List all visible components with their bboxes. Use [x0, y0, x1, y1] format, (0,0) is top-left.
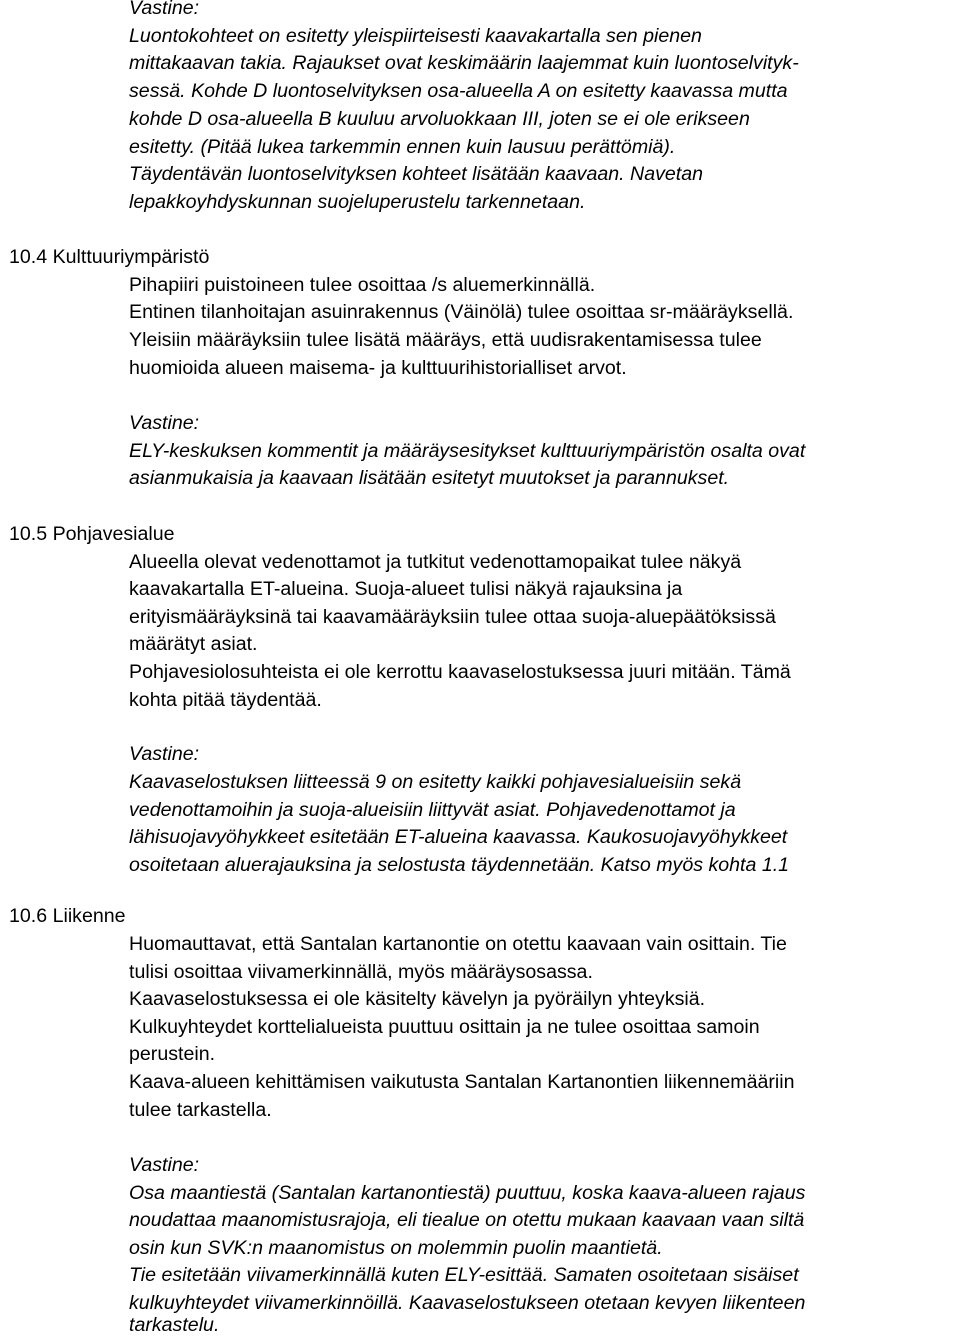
- comment-line: perustein.: [129, 1043, 216, 1065]
- comment-line: Kaavaselostuksessa ei ole käsitelty kävelyn ja pyöräilyn yhteyksiä.: [129, 988, 706, 1010]
- comment-line: Yleisiin määräyksiin tulee lisätä määräys, että uudisrakentamisessa tulee: [129, 329, 762, 351]
- comment-line: tulee tarkastella.: [129, 1099, 272, 1121]
- vastine-text-line: Osa maantiestä (Santalan kartanontiestä) puuttuu, koska kaava-alueen rajaus: [129, 1182, 806, 1204]
- vastine-text-line: ELY-keskuksen kommentit ja määräysesitykset kulttuuriympäristön osalta ovat: [129, 440, 806, 462]
- vastine-text-line: Täydentävän luontoselvityksen kohteet lisätään kaavaan. Navetan: [129, 163, 704, 185]
- vastine-text-line: vedenottamoihin ja suoja-alueisiin liittyvät asiat. Pohjavedenottamot ja: [129, 799, 736, 821]
- vastine-label: Vastine:: [129, 1154, 200, 1176]
- comment-line: määrätyt asiat.: [129, 633, 258, 655]
- comment-line: kohta pitää täydentää.: [129, 689, 322, 711]
- vastine-text-line: kulkuyhteydet viivamerkinnöillä. Kaavaselostukseen otetaan kevyen liikenteen: [129, 1292, 806, 1314]
- vastine-text-line: lähisuojavyöhykkeet esitetään ET-alueina kaavassa. Kaukosuojavyöhykkeet: [129, 826, 788, 848]
- vastine-text-line: Tie esitetään viivamerkinnällä kuten ELY-esittää. Samaten osoitetaan sisäiset: [129, 1264, 799, 1286]
- comment-line: Kulkuyhteydet korttelialueista puuttuu osittain ja ne tulee osoittaa samoin: [129, 1016, 760, 1038]
- comment-line: Huomauttavat, että Santalan kartanontie on otettu kaavaan vain osittain. Tie: [129, 933, 787, 955]
- vastine-text-line: esitetty. (Pitää lukea tarkemmin ennen kuin lausuu perättömiä).: [129, 136, 676, 158]
- vastine-text-line: noudattaa maanomistusrajoja, eli tiealue on otettu mukaan kaavaan vaan siltä: [129, 1209, 805, 1231]
- vastine-text-line: mittakaavan takia. Rajaukset ovat keskimäärin laajemmat kuin luontoselvityk-: [129, 52, 799, 74]
- section-heading: 10.6 Liikenne: [9, 905, 126, 927]
- comment-line: tulisi osoittaa viivamerkinnällä, myös määräysosassa.: [129, 961, 593, 983]
- vastine-text-line: kohde D osa-alueella B kuuluu arvoluokkaan III, joten se ei ole erikseen: [129, 108, 750, 130]
- vastine-text-line: osoitetaan aluerajauksina ja selostusta täydennetään. Katso myös kohta 1.1: [129, 854, 790, 876]
- vastine-label: Vastine:: [129, 743, 200, 765]
- vastine-text-line: lepakkoyhdyskunnan suojeluperustelu tarkennetaan.: [129, 191, 586, 213]
- comment-line: erityismääräyksinä tai kaavamääräyksiin tulee ottaa suoja-aluepäätöksissä: [129, 606, 776, 628]
- vastine-text-line: tarkastelu.: [129, 1314, 220, 1336]
- vastine-label: Vastine:: [129, 0, 200, 19]
- vastine-text-line: Kaavaselostuksen liitteessä 9 on esitetty kaikki pohjavesialueisiin sekä: [129, 771, 742, 793]
- vastine-text-line: asianmukaisia ja kaavaan lisätään esitetyt muutokset ja parannukset.: [129, 467, 730, 489]
- comment-line: huomioida alueen maisema- ja kulttuurihistorialliset arvot.: [129, 357, 627, 379]
- vastine-text-line: osin kun SVK:n maanomistus on molemmin puolin maantietä.: [129, 1237, 663, 1259]
- comment-line: Pihapiiri puistoineen tulee osoittaa /s aluemerkinnällä.: [129, 274, 596, 296]
- comment-line: kaavakartalla ET-alueina. Suoja-alueet tulisi näkyä rajauksina ja: [129, 578, 683, 600]
- comment-line: Kaava-alueen kehittämisen vaikutusta Santalan Kartanontien liikennemääriin: [129, 1071, 795, 1093]
- vastine-label: Vastine:: [129, 412, 200, 434]
- comment-line: Alueella olevat vedenottamot ja tutkitut vedenottamopaikat tulee näkyä: [129, 551, 742, 573]
- comment-line: Pohjavesiolosuhteista ei ole kerrottu kaavaselostuksessa juuri mitään. Tämä: [129, 661, 791, 683]
- vastine-text-line: Luontokohteet on esitetty yleispiirteisesti kaavakartalla sen pienen: [129, 25, 702, 47]
- section-heading: 10.4 Kulttuuriympäristö: [9, 246, 210, 268]
- vastine-text-line: sessä. Kohde D luontoselvityksen osa-alueella A on esitetty kaavassa mutta: [129, 80, 788, 102]
- section-heading: 10.5 Pohjavesialue: [9, 523, 175, 545]
- comment-line: Entinen tilanhoitajan asuinrakennus (Väinölä) tulee osoittaa sr-määräyksellä.: [129, 301, 794, 323]
